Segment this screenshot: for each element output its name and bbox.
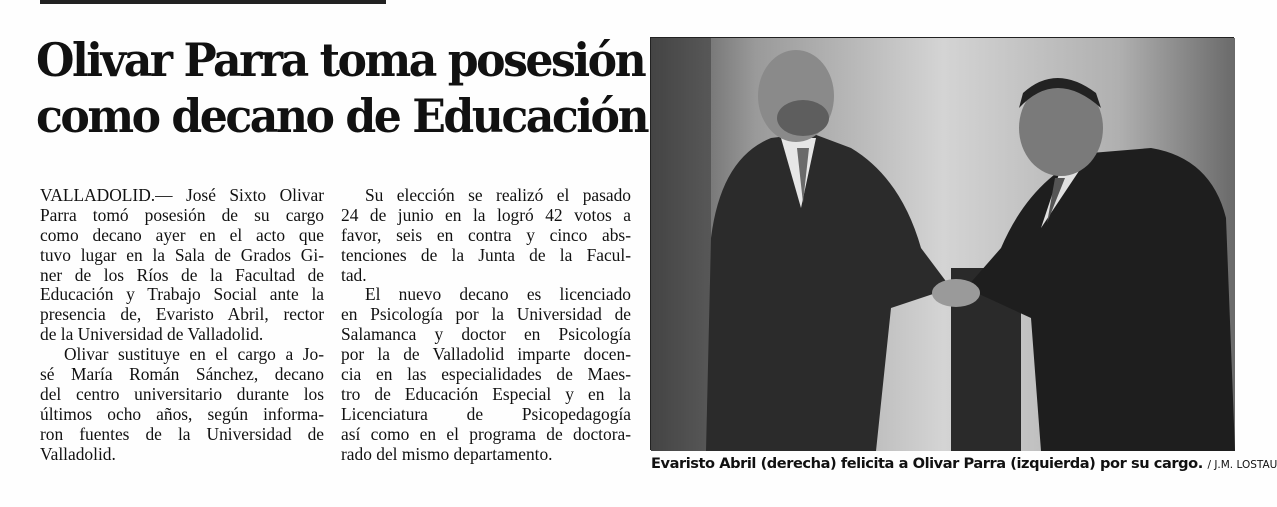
text-line: ron fuentes de la Universidad de [40, 423, 324, 444]
text-line: Olivar sustituye en el cargo a Jo- [64, 344, 324, 365]
text-line: Valladolid. [40, 443, 116, 464]
text-line: ner de los Ríos de la Facultad de [40, 264, 324, 285]
text-line: favor, seis en contra y cinco abs- [341, 224, 631, 245]
text-line: tuvo lugar en la Sala de Grados Gi- [40, 244, 324, 265]
text-line: últimos ocho años, según informa- [40, 403, 324, 424]
top-rule [40, 0, 386, 4]
handshake-illustration [651, 38, 1235, 451]
caption-text: Evaristo Abril (derecha) felicita a Olivar Parra (izquierda) por su cargo. [651, 455, 1203, 472]
text-line: presencia de, Evaristo Abril, rector [40, 304, 324, 325]
news-photo [650, 37, 1234, 450]
text-line: Su elección se realizó el pasado [365, 185, 631, 205]
headline-line-1: Olivar Parra toma posesión [36, 33, 645, 87]
text-line: 24 de junio en la logró 42 votos a [341, 204, 631, 225]
text-line: en Psicología por la Universidad de [341, 304, 631, 325]
headline-line-2: como decano de Educación [36, 89, 648, 143]
text-line: tenciones de la Junta de la Facul- [341, 244, 631, 265]
text-line: del centro universitario durante los [40, 383, 324, 404]
text-line: tro de Educación Especial y en la [341, 383, 631, 404]
headline [36, 32, 648, 144]
text-line: VALLADOLID.— José Sixto Olivar [40, 185, 324, 205]
text-line: así como en el programa de doctora- [341, 423, 631, 444]
article-column-2 [341, 186, 631, 464]
text-line: Salamanca y doctor en Psicología [341, 324, 631, 345]
text-line: Parra tomó posesión de su cargo [40, 204, 324, 225]
photo-credit: / J.M. LOSTAU [1207, 459, 1277, 471]
text-line: Licenciatura de Psicopedagogía [341, 403, 631, 424]
text-line: tad. [341, 264, 367, 285]
text-line: rado del mismo departamento. [341, 443, 553, 464]
text-line: como decano ayer en el acto que [40, 224, 324, 245]
text-line: Educación y Trabajo Social ante la [40, 284, 324, 305]
text-line: sé María Román Sánchez, decano [40, 364, 324, 385]
text-line: de la Universidad de Valladolid. [40, 324, 264, 345]
photo-caption [651, 455, 1277, 472]
text-line: El nuevo decano es licenciado [365, 284, 631, 305]
article-column-1 [40, 186, 324, 464]
text-line: cia en las especialidades de Maes- [341, 364, 631, 385]
text-line: por la de Valladolid imparte docen- [341, 344, 631, 365]
